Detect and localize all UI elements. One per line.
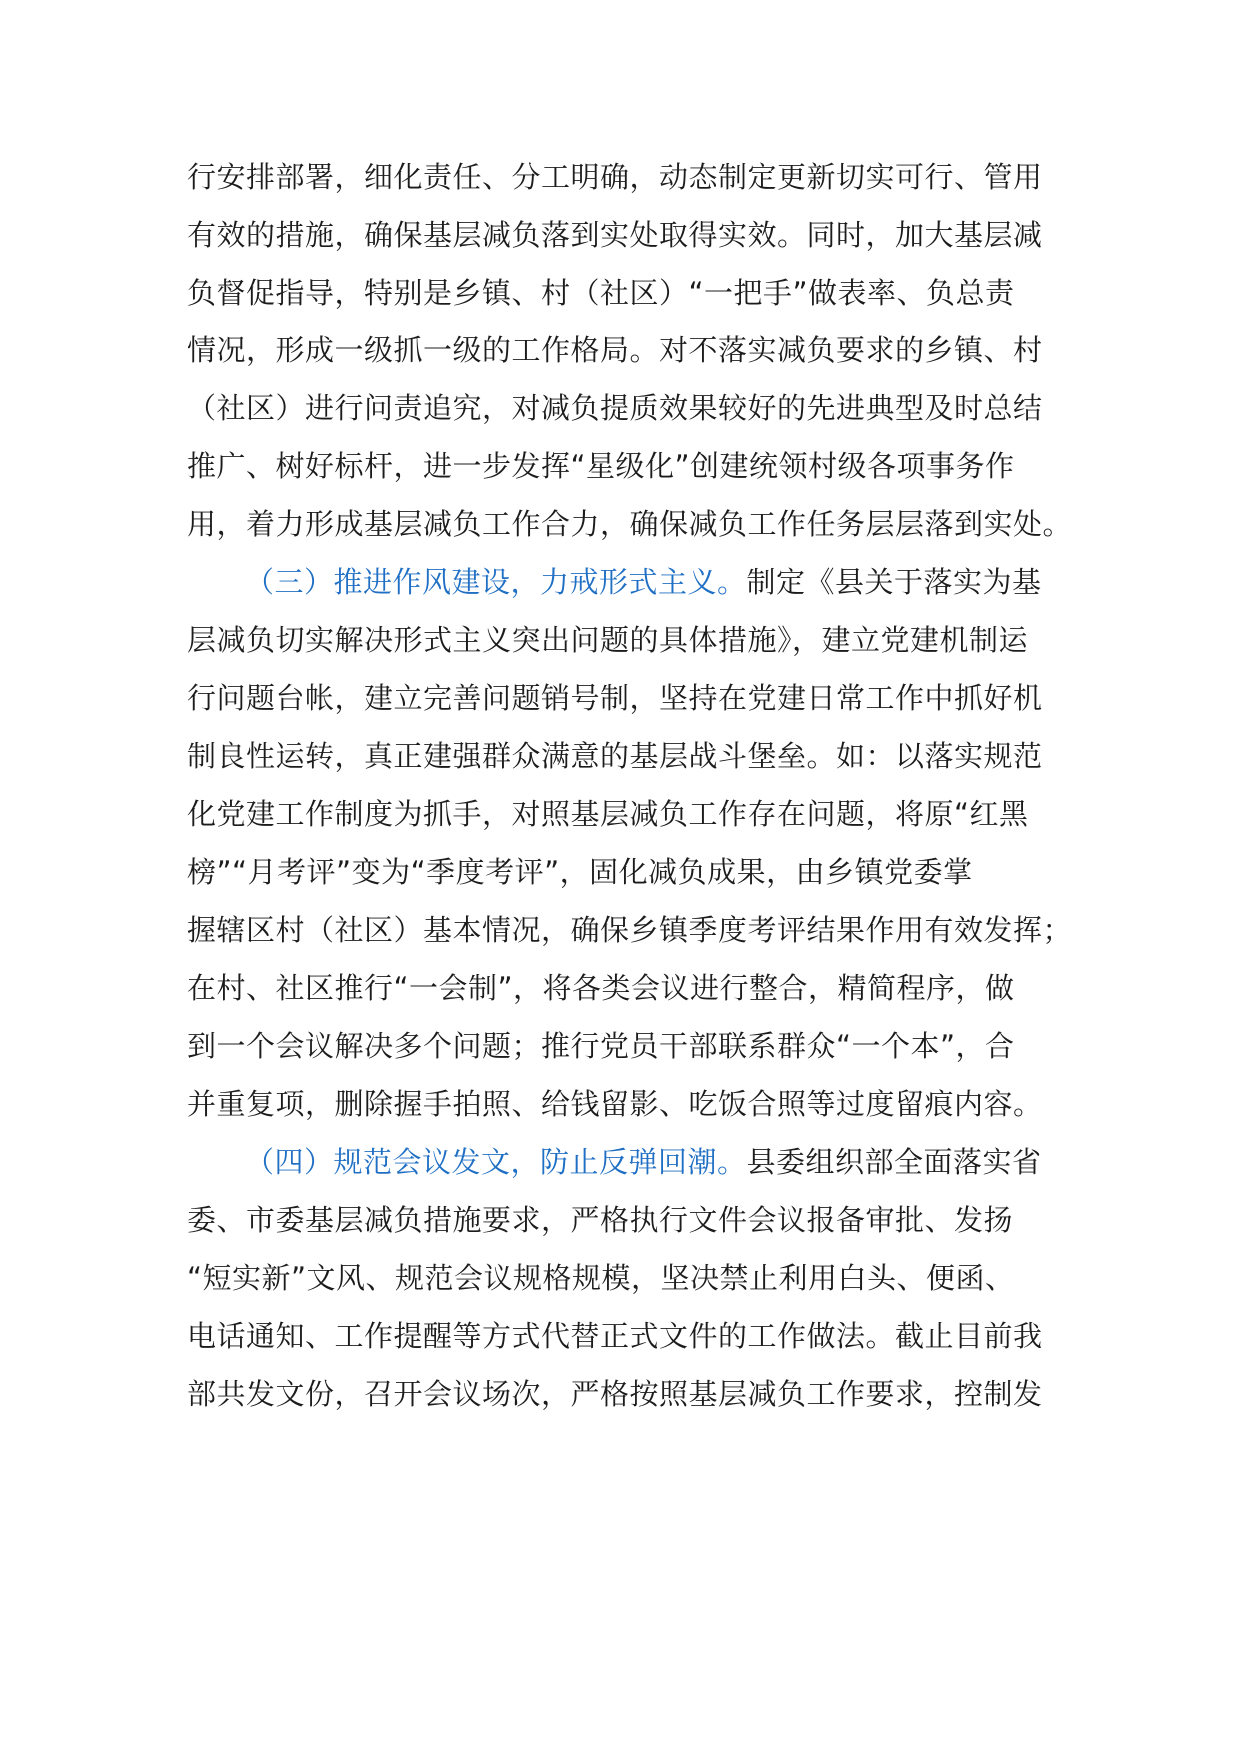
paragraph-1-line-1: 行安排部署，细化责任、分工明确，动态制定更新切实可行、管用: [187, 160, 1043, 194]
paragraph-2-line-4: 制良性运转，真正建强群众满意的基层战斗堡垒。如：以落实规范: [187, 739, 1043, 773]
paragraph-2-line-7: 握辖区村（社区）基本情况，确保乡镇季度考评结果作用有效发挥；: [187, 913, 1073, 947]
paragraph-2-line-6: 榜”“月考评”变为“季度考评”，固化减负成果，由乡镇党委掌: [187, 855, 973, 889]
paragraph-3-line-4: 电话通知、工作提醒等方式代替正式文件的工作做法。截止目前我: [187, 1319, 1043, 1353]
paragraph-1-line-2: 有效的措施，确保基层减负落到实处取得实效。同时，加大基层减: [187, 218, 1043, 252]
paragraph-2-line-9: 到一个会议解决多个问题；推行党员干部联系群众“一个本”，合: [187, 1029, 1015, 1063]
section-heading-4: （四）规范会议发文，防止反弹回潮。: [245, 1145, 747, 1179]
paragraph-2-line-10: 并重复项，删除握手拍照、给钱留影、吃饭合照等过度留痕内容。: [187, 1087, 1043, 1121]
paragraph-1-line-5: （社区）进行问责追究，对减负提质效果较好的先进典型及时总结: [187, 391, 1043, 425]
paragraph-2-first-line: [245, 562, 1042, 602]
paragraph-2-first-line-rest: 制定《县关于落实为基: [746, 565, 1042, 599]
paragraph-2-line-2: 层减负切实解决形式主义突出问题的具体措施》，建立党建机制运: [187, 623, 1029, 657]
paragraph-1-line-7: 用，着力形成基层减负工作合力，确保减负工作任务层层落到实处。: [187, 507, 1073, 541]
paragraph-1-line-6: 推广、树好标杆，进一步发挥“星级化”创建统领村级各项事务作: [187, 449, 1015, 483]
paragraph-2-line-3: 行问题台帐，建立完善问题销号制，坚持在党建日常工作中抓好机: [187, 681, 1043, 715]
paragraph-2-line-5: 化党建工作制度为抓手，对照基层减负工作存在问题，将原“红黑: [187, 797, 1029, 831]
paragraph-1-line-4: 情况，形成一级抓一级的工作格局。对不落实减负要求的乡镇、村: [187, 333, 1043, 367]
paragraph-3-line-5: 部共发文份，召开会议场次，严格按照基层减负工作要求，控制发: [187, 1377, 1043, 1411]
paragraph-3-line-3: “短实新”文风、规范会议规格规模，坚决禁止利用白头、便函、: [187, 1261, 1015, 1295]
section-heading-3: （三）推进作风建设，力戒形式主义。: [245, 565, 747, 599]
paragraph-3-first-line-rest: 县委组织部全面落实省: [746, 1145, 1042, 1179]
paragraph-2-line-8: 在村、社区推行“一会制”，将各类会议进行整合，精简程序，做: [187, 971, 1015, 1005]
paragraph-3-line-2: 委、市委基层减负措施要求，严格执行文件会议报备审批、发扬: [187, 1203, 1014, 1237]
paragraph-3-first-line: [245, 1142, 1042, 1182]
paragraph-1-line-3: 负督促指导，特别是乡镇、村（社区）“一把手”做表率、负总责: [187, 276, 1015, 310]
